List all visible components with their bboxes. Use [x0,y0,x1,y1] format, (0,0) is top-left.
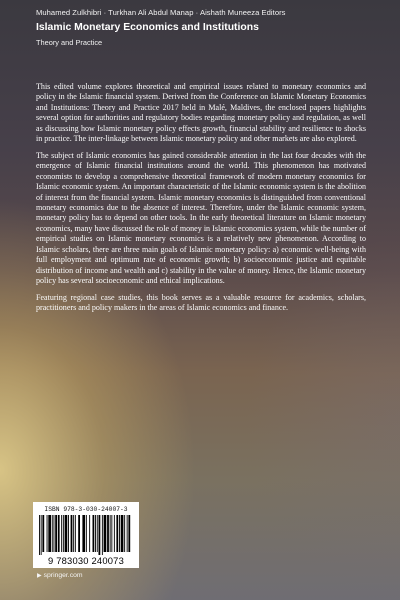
barcode-bar [119,515,120,552]
blurb-paragraph: The subject of Islamic economics has gained considerable attention in the last four decades with the emergence of Islamic financial institutions around the world. This phenomenon has motivated economists to develop a comprehensive theoretical framework of modern monetary economics for Islamic economic system. An important characteristic of the Islamic economic system is the abolition of interest from the financial system. Islamic monetary economics is distinguished from conventional monetary economics due to the absence of interest. Therefore, under the Islamic economic system, monetary policy has to depend on other tools. In the early theoretical literature on Islamic monetary economics, many have discussed the role of money in Islamic economics system, while the number of empirical studies on Islamic monetary economics is a relatively new phenomenon. According to Islamic scholars, there are three main goals of Islamic monetary policy: a) economic well-being with full employment and optimum rate of economic growth; b) socioeconomic justice and equitable distribution of income and wealth and c) stability in the value of money. Hence, the Islamic monetary policy has several socioeconomic and ethical implications. [36,150,366,286]
barcode-bar [48,515,51,552]
blurb-paragraph: This edited volume explores theoretical and empirical issues related to monetary economics and policy in the Islamic financial system. Derived from the Conference on Islamic Monetary Economics and Institutions: Theory and Practice 2017 held in Malé, Maldives, the enclosed papers highlights several option for authorities and regulatory bodies regarding monetary policy and regulation, as well as discussing how Islamic monetary policy effects growth, financial stability and resilience to shocks in practice. The inter-linkage between Islamic monetary policy and other markets are also explored. [36,82,366,144]
barcode-bar [54,515,55,552]
barcode-bar [110,515,111,552]
barcode-bar [55,515,57,552]
barcode-bar [97,515,98,552]
barcode-bar [116,515,118,552]
barcode-bar [82,515,85,552]
barcode-bar [104,515,107,552]
barcode-bar [47,515,48,552]
barcode-bar [93,515,95,552]
barcode-bar [99,515,101,555]
blurb-paragraph: Featuring regional case studies, this book serves as a valuable resource for academics, scholars, practitioners and policy makers in the areas of Islamic economics and finance. [36,292,366,313]
book-title: Islamic Monetary Economics and Institutions [36,22,259,33]
barcode-bar [42,515,44,552]
barcode-bars [39,515,133,555]
barcode-bar [73,515,74,552]
barcode-bar [65,515,68,552]
publisher-footer[interactable] [37,572,83,579]
barcode-bar [86,515,87,552]
cover-header [36,8,376,47]
book-subtitle: Theory and Practice [36,38,103,47]
barcode-bar [61,515,62,552]
barcode-bar [75,515,76,552]
barcode-bar [71,515,73,552]
barcode-panel [33,502,139,568]
barcode-bar [121,515,124,552]
barcode-bar [107,515,109,552]
barcode-digits: 9 783030 240073 [48,555,124,566]
barcode-bar [89,515,90,552]
triangle-right-icon: ▶ [37,573,42,579]
barcode-bar [128,515,130,552]
barcode-bar [111,515,112,552]
barcode-bar [39,515,40,555]
barcode-bar [95,515,96,552]
editors-line: Muhamed Zulkhibri · Turkhan Ali Abdul Manap · Aishath Muneeza Editors [36,8,286,17]
barcode-bar [127,515,128,552]
barcode-bar [102,515,103,555]
barcode-bar [58,515,60,552]
barcode-bar [63,515,64,552]
barcode-bar [52,515,53,552]
isbn-label: ISBN 978-3-030-24007-3 [44,506,128,513]
barcode-bar [124,515,125,552]
barcode-bar [68,515,69,552]
barcode-bar [114,515,115,552]
publisher-link[interactable]: springer.com [43,572,83,579]
blurb [36,82,366,320]
barcode-bar [78,515,80,552]
barcode-bar [41,515,42,555]
